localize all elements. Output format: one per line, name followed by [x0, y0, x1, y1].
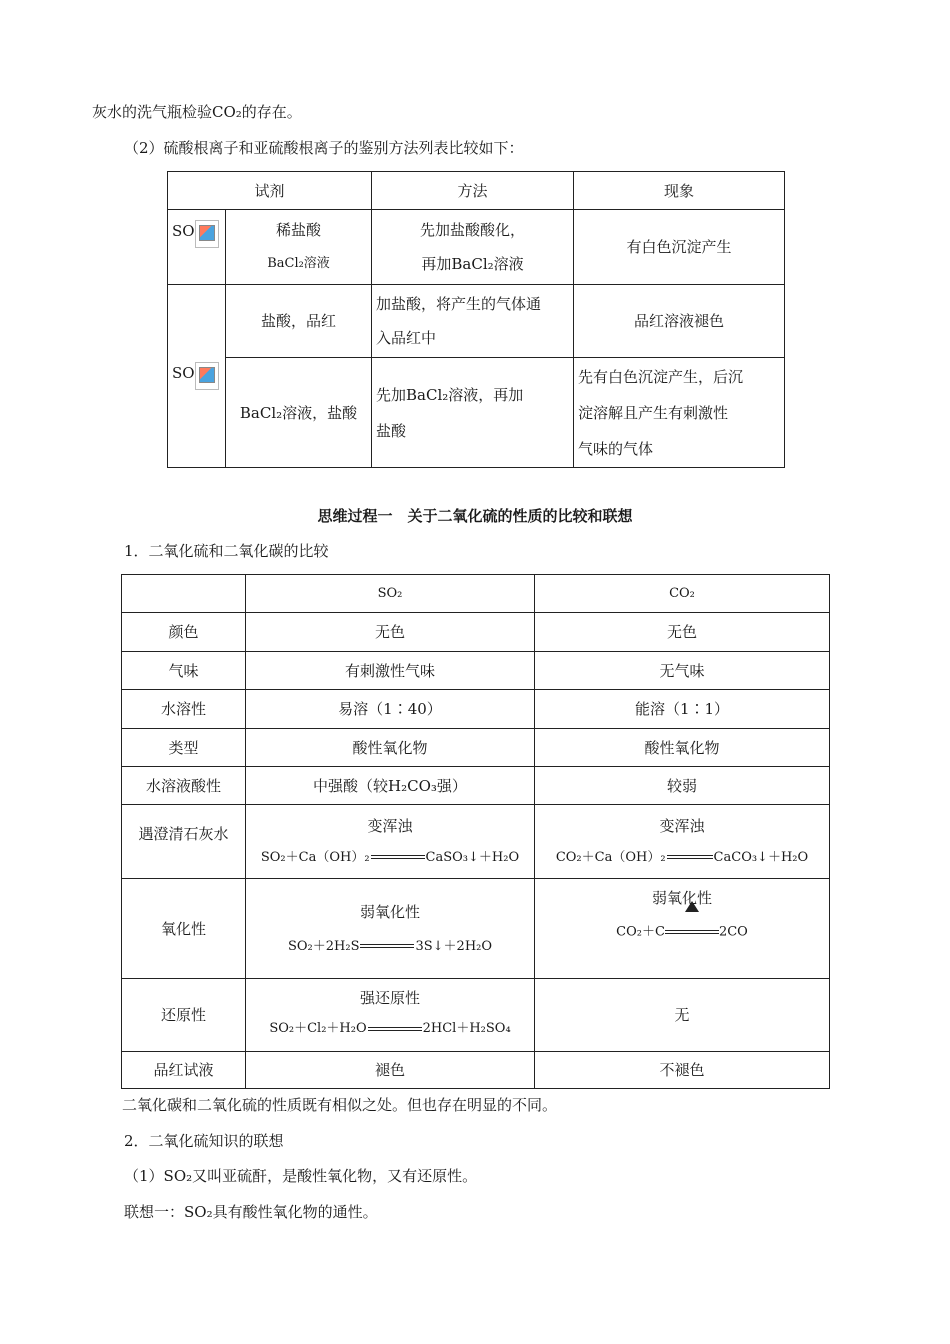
table-row [168, 210, 785, 285]
table-row [122, 690, 830, 729]
equation-right: 3S↓＋2H₂O [415, 938, 493, 954]
sulfite-ion-label [168, 285, 226, 468]
header-empty [122, 575, 246, 613]
so2-cell: 有刺激性气味 [246, 652, 535, 690]
sulfite-phenomenon-a: 品红溶液褪色 [574, 285, 785, 358]
row-label: 气味 [122, 652, 246, 690]
table-row [168, 285, 785, 358]
row-label: 类型 [122, 729, 246, 767]
header-co2: CO₂ [535, 575, 830, 613]
co2-cell: 无色 [535, 613, 830, 652]
phenomenon-line: 先有白色沉淀产生，后沉 [578, 367, 744, 386]
co2-cell: 无 [535, 979, 830, 1052]
equation-left: SO₂＋Ca（OH）₂ [260, 849, 370, 865]
sulfate-phenomenon: 有白色沉淀产生 [574, 210, 785, 285]
equation-left: CO₂＋Ca（OH）₂ [555, 849, 666, 865]
so2-cell [246, 979, 535, 1052]
method-line: 先加盐酸酸化， [420, 221, 526, 239]
so2-cell: 褪色 [246, 1052, 535, 1089]
sulfate-ion-label [168, 210, 226, 285]
equation-left: CO₂＋C [616, 924, 665, 940]
equals-sign [371, 855, 425, 859]
row-label: 品红试液 [122, 1052, 246, 1089]
table-row [122, 805, 830, 879]
co2-cell: 酸性氧化物 [535, 729, 830, 767]
header-reagent: 试剂 [168, 172, 372, 210]
phenomenon-line: 气味的气体 [578, 439, 654, 458]
table-row [122, 979, 830, 1052]
paragraph-2: 联想一：SO₂具有酸性氧化物的通性。 [124, 1203, 378, 1221]
heat-triangle-icon [685, 901, 699, 912]
sulfite-reagent-b: BaCl₂溶液，盐酸 [226, 358, 372, 468]
co2-cell: 不褪色 [535, 1052, 830, 1089]
subheading-2: 2．二氧化硫知识的联想 [124, 1132, 284, 1150]
row-label: 颜色 [122, 613, 246, 652]
phenomenon-line: 淀溶解且产生有刺激性 [578, 403, 729, 422]
table-row [122, 729, 830, 767]
so2-cell: 酸性氧化物 [246, 729, 535, 767]
equation-left: SO₂＋2H₂S [287, 938, 360, 954]
so2-cell: 易溶（1∶40） [246, 690, 535, 729]
equals-sign [360, 944, 414, 948]
ion-identification-table [167, 171, 785, 468]
sulfate-method [372, 210, 574, 285]
property-title: 变浑浊 [659, 816, 705, 835]
co2-cell [535, 879, 830, 979]
property-title: 变浑浊 [367, 816, 413, 835]
co2-cell [535, 805, 830, 879]
intro-line-1: 灰水的洗气瓶检验CO₂的存在。 [92, 103, 302, 121]
table-row [168, 358, 785, 468]
table-row [122, 613, 830, 652]
so2-cell [246, 879, 535, 979]
table-row [122, 652, 830, 690]
so2-cell: 中强酸（较H₂CO₃强） [246, 767, 535, 805]
reagent-line: BaCl₂溶液 [267, 256, 330, 271]
header-method: 方法 [372, 172, 574, 210]
equation-left: SO₂＋Cl₂＋H₂O [269, 1021, 367, 1036]
method-line: 入品红中 [376, 329, 437, 347]
co2-cell: 无气味 [535, 652, 830, 690]
paragraph-1: （1）SO₂又叫亚硫酐，是酸性氧化物，又有还原性。 [124, 1167, 478, 1185]
reagent-line: 稀盐酸 [276, 221, 322, 239]
property-title: 弱氧化性 [651, 889, 712, 907]
equals-sign [665, 930, 719, 934]
table-row [122, 879, 830, 979]
row-label: 氧化性 [122, 879, 246, 979]
equation [539, 842, 825, 874]
equation [250, 842, 530, 874]
equation [539, 917, 825, 948]
broken-image-icon [195, 220, 219, 248]
equation-right: CaSO₃↓＋H₂O [425, 849, 520, 865]
table-header-row [168, 172, 785, 210]
row-label: 水溶液酸性 [122, 767, 246, 805]
equals-sign [667, 855, 713, 859]
property-title: 弱氧化性 [359, 902, 420, 921]
method-line: 加盐酸，将产生的气体通 [376, 295, 542, 313]
equation-right: CaCO₃↓＋H₂O [713, 849, 809, 865]
equation-right: 2CO [718, 924, 748, 940]
sulfite-method-a [372, 285, 574, 358]
co2-cell: 较弱 [535, 767, 830, 805]
table-row [122, 1052, 830, 1089]
heating-equals-sign [665, 917, 719, 947]
ion-label-text: SO [172, 364, 195, 382]
equation-right: 2HCl＋H₂SO₄ [422, 1021, 511, 1036]
method-line: 盐酸 [376, 421, 407, 440]
method-line: 先加BaCl₂溶液，再加 [376, 385, 524, 404]
property-title: 强还原性 [359, 989, 420, 1007]
subheading-1: 1．二氧化硫和二氧化碳的比较 [124, 542, 329, 560]
ion-label-text: SO [172, 222, 195, 240]
table-header-row [122, 575, 830, 613]
co2-cell: 能溶（1∶1） [535, 690, 830, 729]
equals-sign [368, 1027, 422, 1031]
sulfite-reagent-a: 盐酸，品红 [226, 285, 372, 358]
so2-cell: 无色 [246, 613, 535, 652]
row-label: 遇澄清石灰水 [122, 805, 246, 879]
equation [250, 930, 530, 964]
so2-cell [246, 805, 535, 879]
row-label: 水溶性 [122, 690, 246, 729]
sulfite-phenomenon-b [574, 358, 785, 468]
sulfate-reagent [226, 210, 372, 285]
header-phenomenon: 现象 [574, 172, 785, 210]
table-row [122, 767, 830, 805]
broken-image-icon [195, 362, 219, 390]
so2-co2-comparison-table [121, 574, 830, 1089]
sulfite-method-b [372, 358, 574, 468]
equation [250, 1012, 530, 1046]
summary-text: 二氧化碳和二氧化硫的性质既有相似之处。但也存在明显的不同。 [122, 1096, 558, 1114]
intro-line-2: （2）硫酸根离子和亚硫酸根离子的鉴别方法列表比较如下： [124, 139, 524, 157]
header-so2: SO₂ [246, 575, 535, 613]
row-label: 还原性 [122, 979, 246, 1052]
section-title: 思维过程一 关于二氧化硫的性质的比较和联想 [317, 507, 633, 525]
method-line: 再加BaCl₂溶液 [421, 255, 524, 273]
